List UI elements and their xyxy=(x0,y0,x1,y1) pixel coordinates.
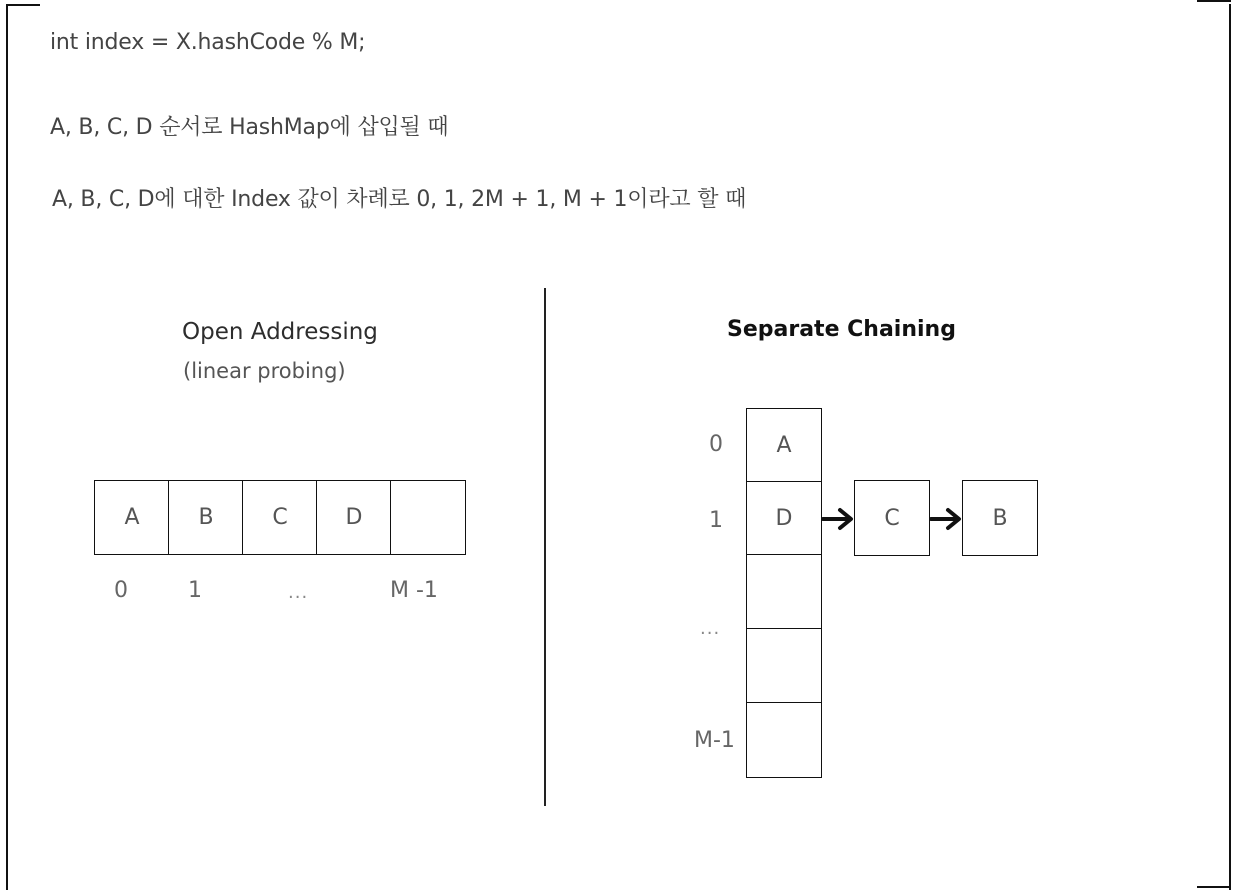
open-addressing-cell-2: C xyxy=(242,480,318,555)
bucket-index-1: 1 xyxy=(709,508,723,533)
separate-chaining-title: Separate Chaining xyxy=(727,317,956,342)
code-line: int index = X.hashCode % M; xyxy=(50,30,366,55)
open-addressing-title: Open Addressing xyxy=(182,319,378,345)
bucket-index-last: M-1 xyxy=(694,728,735,753)
bucket-cell-0: A xyxy=(746,408,822,483)
open-addressing-index-last: M -1 xyxy=(390,578,438,603)
open-addressing-subtitle: (linear probing) xyxy=(183,359,346,383)
chain-node-1: B xyxy=(962,480,1038,556)
open-addressing-index-0: 0 xyxy=(114,578,128,603)
open-addressing-cell-1: B xyxy=(168,480,244,555)
bucket-index-0: 0 xyxy=(709,432,723,457)
insert-order-line: A, B, C, D 순서로 HashMap에 삽입될 때 xyxy=(50,115,449,140)
open-addressing-cell-3: D xyxy=(316,480,392,555)
chain-arrow-0 xyxy=(823,510,851,528)
chain-node-0: C xyxy=(854,480,930,556)
open-addressing-cell-0: A xyxy=(94,480,170,555)
chain-arrow-1 xyxy=(931,510,959,528)
index-values-line: A, B, C, D에 대한 Index 값이 차례로 0, 1, 2M + 1, M + 1이라고 할 때 xyxy=(52,187,747,212)
bucket-cell-1: D xyxy=(746,481,822,556)
open-addressing-index-ellipsis: ... xyxy=(288,582,309,603)
bucket-index-ellipsis: ... xyxy=(700,618,721,639)
open-addressing-index-1: 1 xyxy=(188,578,202,603)
